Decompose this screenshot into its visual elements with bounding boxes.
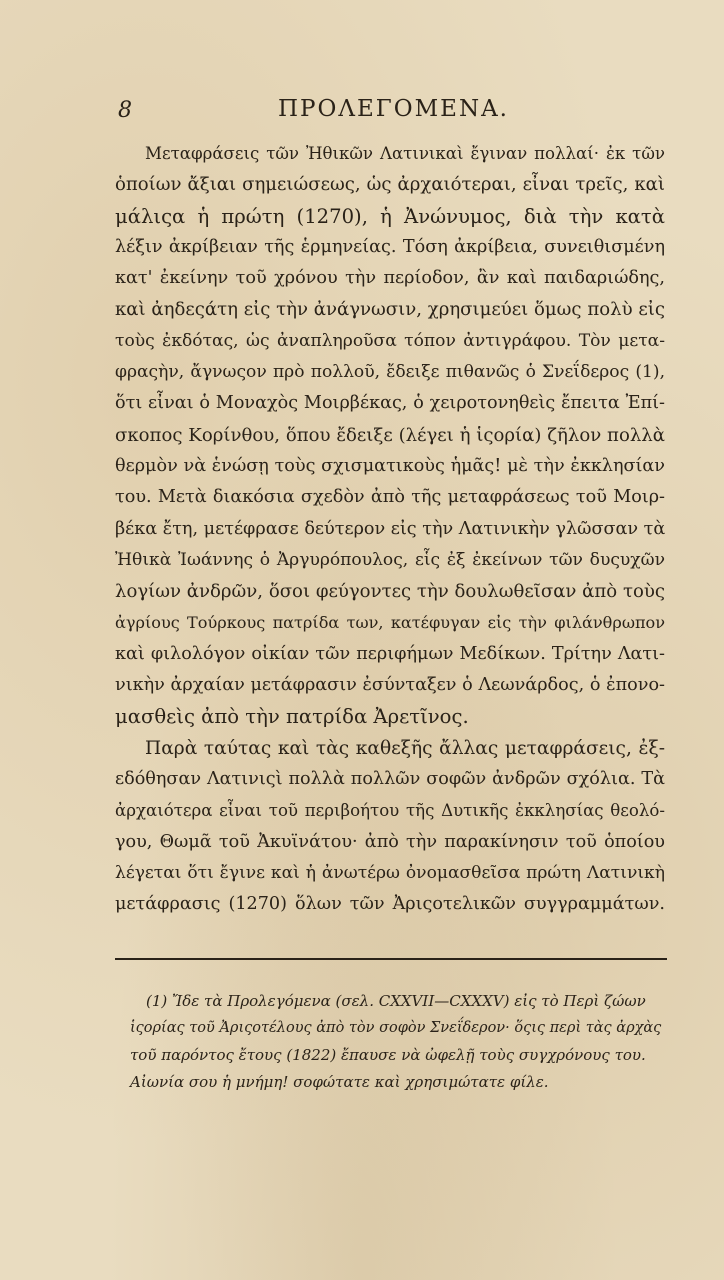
footnote-line: ἱςορίας τοῦ Ἀριςοτέλους ἀπὸ τὸν σοφὸν Σνεΐδερον· ὅςις περὶ τὰς ἀρχὰς (130, 1020, 662, 1036)
page-number: 8 (118, 98, 132, 123)
text-line: νικὴν ἀρχαίαν μετάφρασιν ἐσύνταξεν ὁ Λεωνάρδος, ὁ ἐπονο- (115, 675, 665, 696)
text-line: σκοπος Κορίνθου, ὅπου ἔδειξε (λέγει ἡ ἱςορία) ζῆλον πολλὰ (115, 424, 665, 446)
main-text (115, 138, 665, 920)
footnote-line: Αἰωνία σου ἡ μνήμη! σοφώτατε καὶ χρησιμώτατε φίλε. (130, 1073, 549, 1091)
text-line: λέγεται ὅτι ἔγινε καὶ ἡ ἀνωτέρω ὀνομασθεῖσα πρώτη Λατινικὴ (115, 862, 665, 883)
text-line: Ἠθικὰ Ἰωάννης ὁ Ἀργυρόπουλος, εἷς ἐξ ἐκείνων τῶν δυςυχῶν (115, 549, 665, 570)
text-line: φραςὴν, ἄγνωςον πρὸ πολλοῦ, ἔδειξε πιθανῶς ὁ Σνεΐδερος (1), (115, 362, 665, 383)
text-line: ἀγρίους Τούρκους πατρίδα των, κατέφυγαν εἰς τὴν φιλάνθρωπον (115, 613, 665, 633)
text-line: λογίων ἀνδρῶν, ὅσοι φεύγοντες τὴν δουλωθεῖσαν ἀπὸ τοὺς (115, 581, 665, 603)
text-line: ὅτι εἶναι ὁ Μοναχὸς Μοιρβέκας, ὁ χειροτονηθεὶς ἔπειτα Ἐπί- (115, 393, 665, 414)
footnote (130, 988, 665, 1096)
text-line: τοὺς ἐκδότας, ὡς ἀναπληροῦσα τόπον ἀντιγράφου. Τὸν μετα- (115, 330, 665, 351)
text-line: καὶ ἀηδεςάτη εἰς τὴν ἀνάγνωσιν, χρησιμεύει ὅμως πολὺ εἰς (115, 299, 665, 321)
text-line: του. Μετὰ διακόσια σχεδὸν ἀπὸ τῆς μεταφράσεως τοῦ Μοιρ- (115, 487, 665, 508)
footnote-divider (115, 958, 667, 960)
text-line: Μεταφράσεις τῶν Ἠθικῶν Λατινικαὶ ἔγιναν πολλαί· ἐκ τῶν (145, 144, 665, 163)
text-line: ἀρχαιότερα εἶναι τοῦ περιβοήτου τῆς Δυτικῆς ἐκκλησίας θεολό- (115, 801, 665, 821)
text-line: μασθεὶς ἀπὸ τὴν πατρίδα Ἀρετῖνος. (115, 705, 469, 729)
text-line: κατ' ἐκείνην τοῦ χρόνου τὴν περίοδον, ἂν καὶ παιδαριώδης, (115, 268, 665, 289)
text-line: καὶ φιλολόγον οἰκίαν τῶν περιφήμων Μεδίκων. Τρίτην Λατι- (115, 643, 665, 664)
text-line: μάλιςα ἡ πρώτη (1270), ἡ Ἀνώνυμος, διὰ τὴν κατὰ (115, 204, 665, 228)
text-line: θερμὸν νὰ ἑνώσῃ τοὺς σχισματικοὺς ἡμᾶς! μὲ τὴν ἐκκλησίαν (115, 455, 665, 476)
text-line: ὁποίων ἄξιαι σημειώσεως, ὡς ἀρχαιότεραι, εἶναι τρεῖς, καὶ (115, 174, 665, 196)
text-line: λέξιν ἀκρίβειαν τῆς ἑρμηνείας. Τόση ἀκρίβεια, συνειθισμένη (115, 236, 665, 257)
text-line: Παρὰ ταύτας καὶ τὰς καθεξῆς ἄλλας μεταφράσεις, ἐξ- (145, 737, 665, 759)
page-header (118, 96, 658, 130)
text-line: γου, Θωμᾶ τοῦ Ἀκυϊνάτου· ἀπὸ τὴν παρακίνησιν τοῦ ὁποίου (115, 831, 665, 852)
text-line: μετάφρασις (1270) ὅλων τῶν Ἀριςοτελικῶν συγγραμμάτων. (115, 894, 665, 915)
footnote-line: τοῦ παρόντος ἔτους (1822) ἔπαυσε νὰ ὠφελῇ τοὺς συγχρόνους του. (130, 1046, 646, 1064)
footnote-line: (1) Ἴδε τὰ Προλεγόμενα (σελ. CXXVII—CXXXV) εἰς τὸ Περὶ ζώων (146, 992, 646, 1010)
text-line: βέκα ἔτη, μετέφρασε δεύτερον εἰς τὴν Λατινικὴν γλῶσσαν τὰ (115, 518, 665, 539)
running-head: ΠΡΟΛΕΓΟΜΕΝΑ. (278, 96, 509, 122)
text-line: εδόθησαν Λατινιςὶ πολλὰ πολλῶν σοφῶν ἀνδρῶν σχόλια. Τὰ (115, 768, 665, 789)
